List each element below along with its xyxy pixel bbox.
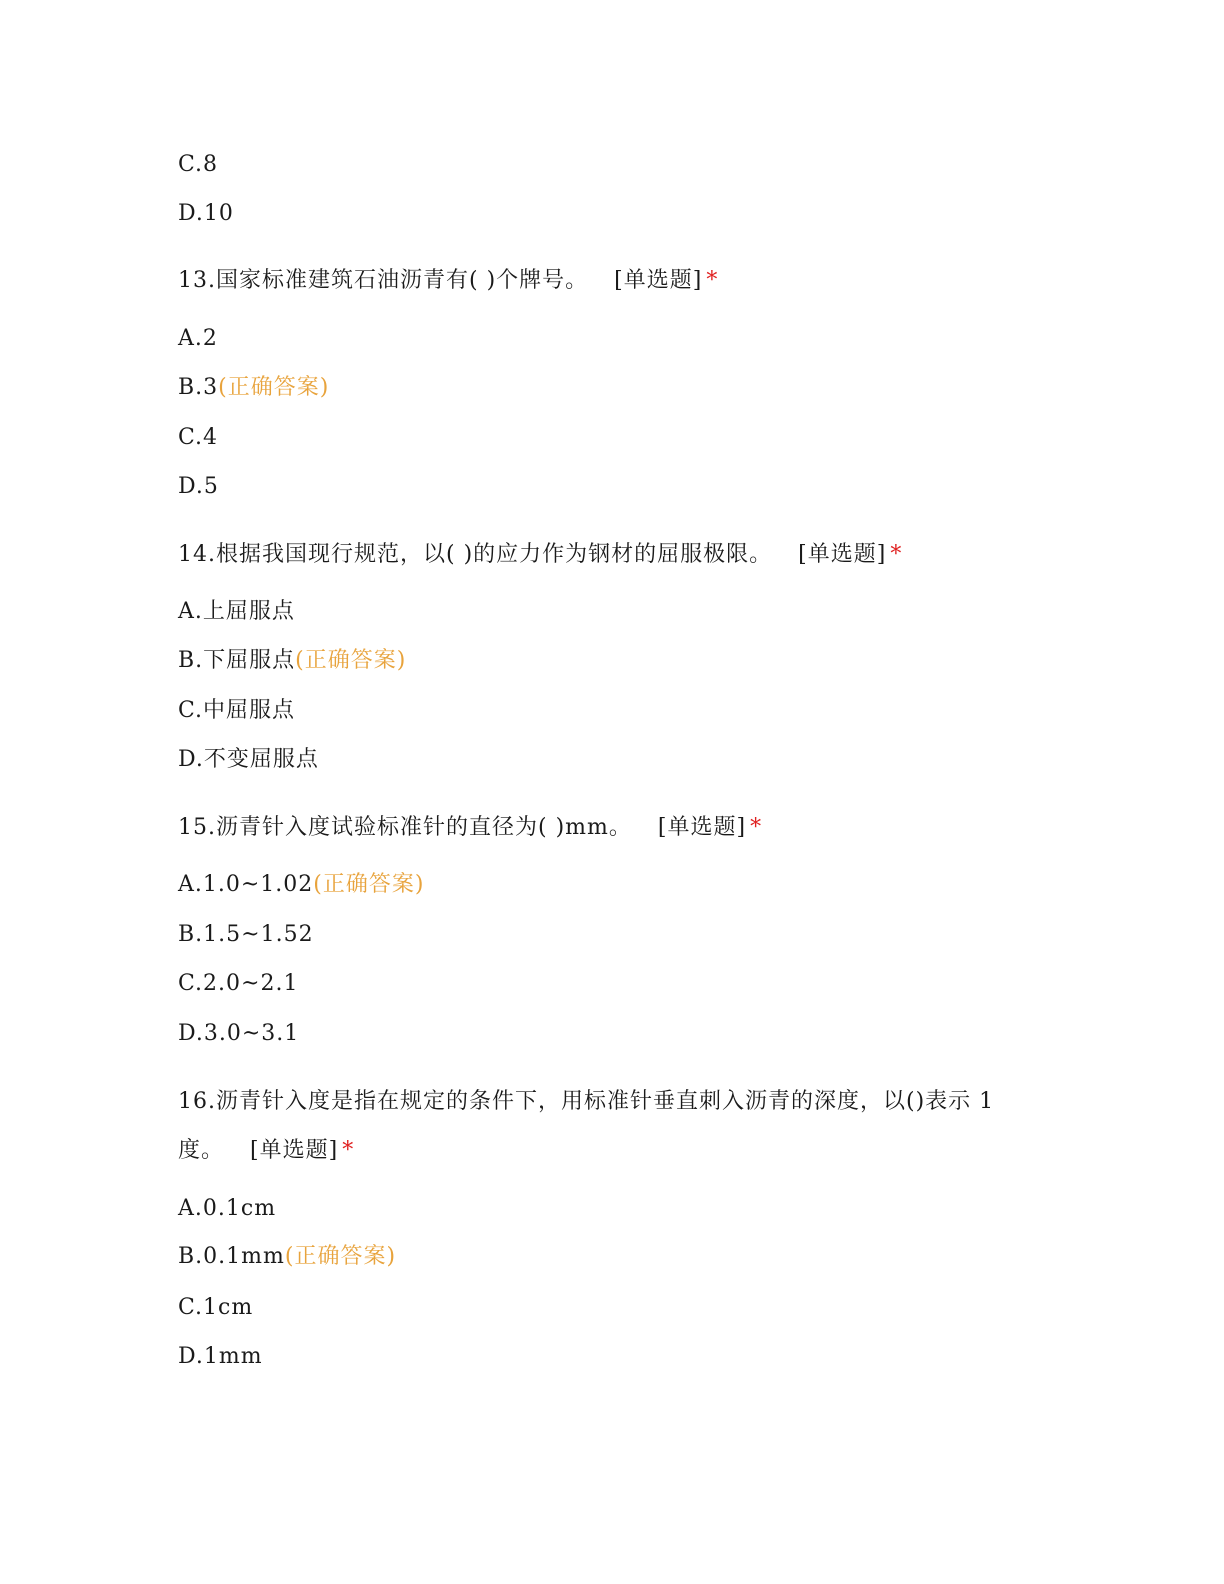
question-type: [单选题] — [614, 268, 703, 293]
option-text: C.1cm — [178, 1295, 254, 1320]
question-15-stem — [178, 813, 762, 843]
question-15-option-a[interactable] — [178, 870, 424, 900]
option-text: B.1.5~1.52 — [178, 922, 314, 947]
question-number: 14 — [178, 542, 208, 567]
question-text: .国家标准建筑石油沥青有( )个牌号。 — [208, 268, 589, 293]
option-text: C.中屈服点 — [178, 698, 296, 723]
option-text: A.上屈服点 — [178, 599, 295, 624]
question-text: .沥青针入度是指在规定的条件下，用标准针垂直刺入沥青的深度，以()表示 1 — [208, 1089, 995, 1114]
option-text: B.3 — [178, 375, 219, 400]
question-number: 15 — [178, 815, 208, 840]
question-13-option-d[interactable] — [178, 472, 219, 502]
option-text: B.下屈服点 — [178, 648, 296, 673]
option-text: C.2.0~2.1 — [178, 971, 299, 996]
question-15-option-b[interactable] — [178, 920, 314, 950]
question-text: .根据我国现行规范，以( )的应力作为钢材的屈服极限。 — [208, 542, 773, 567]
option-text: D.不变屈服点 — [178, 747, 319, 772]
option-text: A.0.1cm — [178, 1196, 277, 1221]
option-text: D.1mm — [178, 1344, 263, 1369]
question-14-option-a[interactable] — [178, 597, 295, 627]
question-16-option-a[interactable] — [178, 1194, 276, 1224]
question-14-stem — [178, 540, 902, 570]
required-mark: * — [750, 815, 763, 840]
required-mark: * — [342, 1138, 355, 1163]
question-13-option-a[interactable] — [178, 324, 218, 354]
question-13-stem — [178, 266, 718, 296]
option-d — [178, 199, 234, 229]
option-text: D.3.0~3.1 — [178, 1021, 300, 1046]
option-text: A.2 — [178, 326, 218, 351]
correct-answer-tag: (正确答案) — [284, 1244, 397, 1269]
option-text: D.10 — [178, 201, 234, 226]
question-14-option-d[interactable] — [178, 745, 319, 775]
question-13-option-c[interactable] — [178, 423, 218, 453]
question-text-continued: 度。 — [178, 1138, 225, 1163]
question-number: 13 — [178, 268, 208, 293]
question-13-option-b[interactable] — [178, 373, 329, 403]
question-16-option-b[interactable] — [178, 1242, 396, 1272]
question-16-option-d[interactable] — [178, 1342, 263, 1372]
question-number: 16 — [178, 1089, 208, 1114]
question-16-option-c[interactable] — [178, 1293, 253, 1323]
option-text: D.5 — [178, 474, 219, 499]
option-text: B.0.1mm — [178, 1244, 285, 1269]
option-c — [178, 150, 218, 180]
required-mark: * — [706, 268, 719, 293]
question-type: [单选题] — [250, 1138, 339, 1163]
option-text: C.8 — [178, 152, 219, 177]
question-15-option-c[interactable] — [178, 969, 298, 999]
question-14-option-b[interactable] — [178, 646, 406, 676]
required-mark: * — [890, 542, 903, 567]
question-type: [单选题] — [657, 815, 747, 840]
correct-answer-tag: (正确答案) — [313, 872, 425, 897]
correct-answer-tag: (正确答案) — [218, 375, 330, 400]
question-type: [单选题] — [798, 542, 887, 567]
question-15-option-d[interactable] — [178, 1019, 299, 1049]
question-14-option-c[interactable] — [178, 696, 295, 726]
question-16-stem-line1 — [178, 1087, 994, 1117]
option-text: C.4 — [178, 425, 219, 450]
correct-answer-tag: (正确答案) — [295, 648, 407, 673]
question-16-stem-line2 — [178, 1136, 354, 1166]
option-text: A.1.0~1.02 — [178, 872, 314, 897]
question-text: .沥青针入度试验标准针的直径为( )mm。 — [208, 815, 632, 840]
